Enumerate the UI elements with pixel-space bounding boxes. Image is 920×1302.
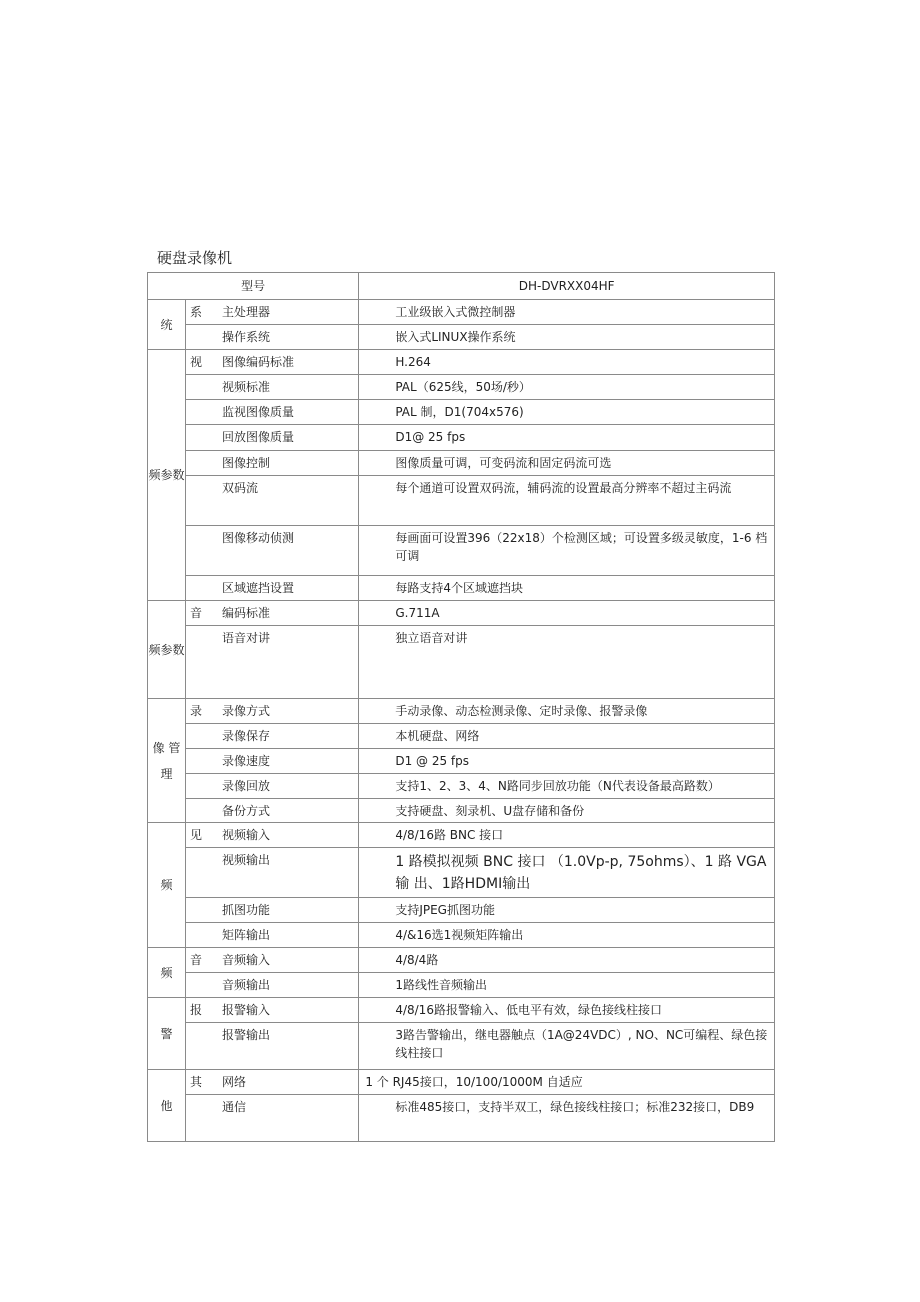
spec-value: 1 个 RJ45接口，10/100/1000M 自适应	[359, 1070, 775, 1095]
spec-name-cell	[186, 724, 359, 749]
section-lead-char: 视	[190, 355, 203, 369]
section-lead-char: 报	[190, 1003, 203, 1017]
spec-name: 备份方式	[222, 804, 271, 818]
header-model-label: 型号	[148, 273, 359, 300]
spec-value: 4/8/16路报警输入、低电平有效，绿色接线柱接口	[359, 998, 775, 1023]
section-category-text: 频	[160, 878, 173, 892]
section-lead-char: 音	[190, 953, 203, 967]
section-category-label	[148, 998, 186, 1070]
spec-name-cell	[186, 1070, 359, 1095]
section-category-text: 他	[160, 1098, 173, 1113]
spec-value: 标准485接口，支持半双工，绿色接线柱接口；标准232接口，DB9	[359, 1095, 775, 1142]
spec-name-cell	[186, 576, 359, 601]
spec-value: 1路线性音频输出	[359, 973, 775, 998]
spec-name-cell	[186, 1095, 359, 1142]
table-row	[148, 1070, 775, 1095]
spec-name: 通信	[222, 1100, 247, 1114]
header-model-value: DH-DVRXX04HF	[359, 273, 775, 300]
section-lead-char: 录	[190, 704, 203, 718]
spec-name-cell	[186, 923, 359, 948]
spec-name-cell	[186, 699, 359, 724]
spec-value: 支持JPEG抓图功能	[359, 898, 775, 923]
table-row	[148, 799, 775, 823]
spec-name-cell	[186, 948, 359, 973]
spec-value: 4/8/16路 BNC 接口	[359, 823, 775, 848]
spec-name-cell	[186, 774, 359, 799]
section-category-text: 频	[160, 965, 173, 980]
spec-name-cell	[186, 601, 359, 626]
spec-value: D1 @ 25 fps	[359, 749, 775, 774]
section-lead-char: 音	[190, 606, 203, 620]
table-row	[148, 325, 775, 350]
spec-name-cell	[186, 451, 359, 476]
spec-value: 3路告警输出，继电器触点（1A@24VDC）, NO、NC可编程、绿色接线柱接口	[359, 1023, 775, 1070]
spec-value: D1@ 25 fps	[359, 425, 775, 451]
table-row	[148, 923, 775, 948]
spec-value: 每个通道可设置双码流，辅码流的设置最高分辨率不超过主码流	[359, 476, 775, 526]
section-category-label	[148, 1070, 186, 1142]
spec-value: PAL（625线，50场/秒）	[359, 375, 775, 400]
spec-value: 支持1、2、3、4、N路同步回放功能（N代表设备最高路数）	[359, 774, 775, 799]
section-category-text: 统	[160, 317, 173, 332]
spec-name: 矩阵输出	[222, 928, 271, 942]
section-category-text: 频参数	[148, 642, 185, 657]
table-row	[148, 774, 775, 799]
table-row	[148, 948, 775, 973]
spec-value: 1 路模拟视频 BNC 接口 （1.0Vp-p, 75ohms）、1 路 VGA 输 出、1路HDMI输出	[359, 848, 775, 898]
table-row	[148, 749, 775, 774]
spec-name: 视频输出	[222, 853, 271, 867]
table-row	[148, 476, 775, 526]
table-header-row	[148, 273, 775, 300]
spec-name-cell	[186, 300, 359, 325]
spec-name: 报警输出	[222, 1028, 271, 1042]
spec-value: 每路支持4个区域遮挡块	[359, 576, 775, 601]
table-row	[148, 998, 775, 1023]
table-row	[148, 724, 775, 749]
table-row	[148, 350, 775, 375]
section-category-text: 警	[160, 1026, 173, 1041]
spec-name: 音频输入	[222, 953, 271, 967]
spec-name: 录像保存	[222, 729, 271, 743]
spec-name: 录像方式	[222, 704, 271, 718]
spec-table	[147, 272, 775, 1142]
table-row	[148, 451, 775, 476]
spec-value: 手动录像、动态检测录像、定时录像、报警录像	[359, 699, 775, 724]
table-row	[148, 300, 775, 325]
spec-name-cell	[186, 749, 359, 774]
spec-name-cell	[186, 823, 359, 848]
spec-name: 报警输入	[222, 1003, 271, 1017]
spec-name: 图像控制	[222, 456, 271, 470]
table-row	[148, 400, 775, 425]
table-row	[148, 898, 775, 923]
spec-name-cell	[186, 998, 359, 1023]
section-lead-char: 系	[190, 305, 203, 319]
table-row	[148, 601, 775, 626]
spec-name-cell	[186, 626, 359, 699]
spec-name-cell	[186, 1023, 359, 1070]
spec-name-cell	[186, 425, 359, 451]
spec-value: 4/&16选1视频矩阵输出	[359, 923, 775, 948]
table-row	[148, 823, 775, 848]
spec-name-cell	[186, 898, 359, 923]
spec-name: 录像速度	[222, 754, 271, 768]
spec-name: 录像回放	[222, 779, 271, 793]
section-category-label	[148, 350, 186, 601]
section-lead-char: 其	[190, 1075, 203, 1089]
spec-name-cell	[186, 526, 359, 576]
spec-value: 工业级嵌入式微控制器	[359, 300, 775, 325]
spec-name: 图像移动侦测	[222, 531, 295, 545]
spec-value: H.264	[359, 350, 775, 375]
spec-name: 视频标准	[222, 380, 271, 394]
section-category-label	[148, 300, 186, 350]
spec-name: 区域遮挡设置	[222, 581, 295, 595]
spec-name: 音频输出	[222, 978, 271, 992]
spec-value: PAL 制，D1(704x576)	[359, 400, 775, 425]
spec-name: 网络	[222, 1075, 247, 1089]
spec-value: 独立语音对讲	[359, 626, 775, 699]
table-row	[148, 1095, 775, 1142]
spec-name: 语音对讲	[222, 631, 271, 645]
table-row	[148, 973, 775, 998]
spec-value: G.711A	[359, 601, 775, 626]
spec-value: 嵌入式LINUX操作系统	[359, 325, 775, 350]
section-category-label	[148, 823, 186, 948]
spec-name: 主处理器	[222, 305, 271, 319]
spec-name: 双码流	[222, 481, 259, 495]
table-row	[148, 699, 775, 724]
spec-name-cell	[186, 799, 359, 823]
spec-name: 回放图像质量	[222, 430, 295, 444]
spec-value: 4/8/4路	[359, 948, 775, 973]
section-category-text: 频参数	[148, 468, 185, 482]
spec-name-cell	[186, 973, 359, 998]
spec-value: 本机硬盘、网络	[359, 724, 775, 749]
section-category-label	[148, 948, 186, 998]
spec-value: 图像质量可调，可变码流和固定码流可选	[359, 451, 775, 476]
spec-name: 抓图功能	[222, 903, 271, 917]
spec-name: 监视图像质量	[222, 405, 295, 419]
table-row	[148, 375, 775, 400]
spec-name: 编码标准	[222, 606, 271, 620]
table-row	[148, 576, 775, 601]
spec-name-cell	[186, 476, 359, 526]
section-lead-char: 见	[190, 828, 203, 842]
section-category-label	[148, 699, 186, 823]
spec-name-cell	[186, 400, 359, 425]
section-category-label	[148, 601, 186, 699]
table-row	[148, 626, 775, 699]
spec-name: 操作系统	[222, 330, 271, 344]
section-category-text: 像 管理	[152, 740, 181, 781]
spec-name-cell	[186, 848, 359, 898]
document-title: 硬盘录像机	[157, 249, 233, 267]
table-row	[148, 1023, 775, 1070]
spec-value: 支持硬盘、刻录机、U盘存储和备份	[359, 799, 775, 823]
spec-name-cell	[186, 350, 359, 375]
spec-name: 图像编码标准	[222, 355, 295, 369]
spec-name-cell	[186, 325, 359, 350]
table-row	[148, 526, 775, 576]
table-row	[148, 848, 775, 898]
spec-name: 视频输入	[222, 828, 271, 842]
spec-value: 每画面可设置396（22x18）个检测区域；可设置多级灵敏度，1-6 档可调	[359, 526, 775, 576]
spec-name-cell	[186, 375, 359, 400]
table-row	[148, 425, 775, 451]
